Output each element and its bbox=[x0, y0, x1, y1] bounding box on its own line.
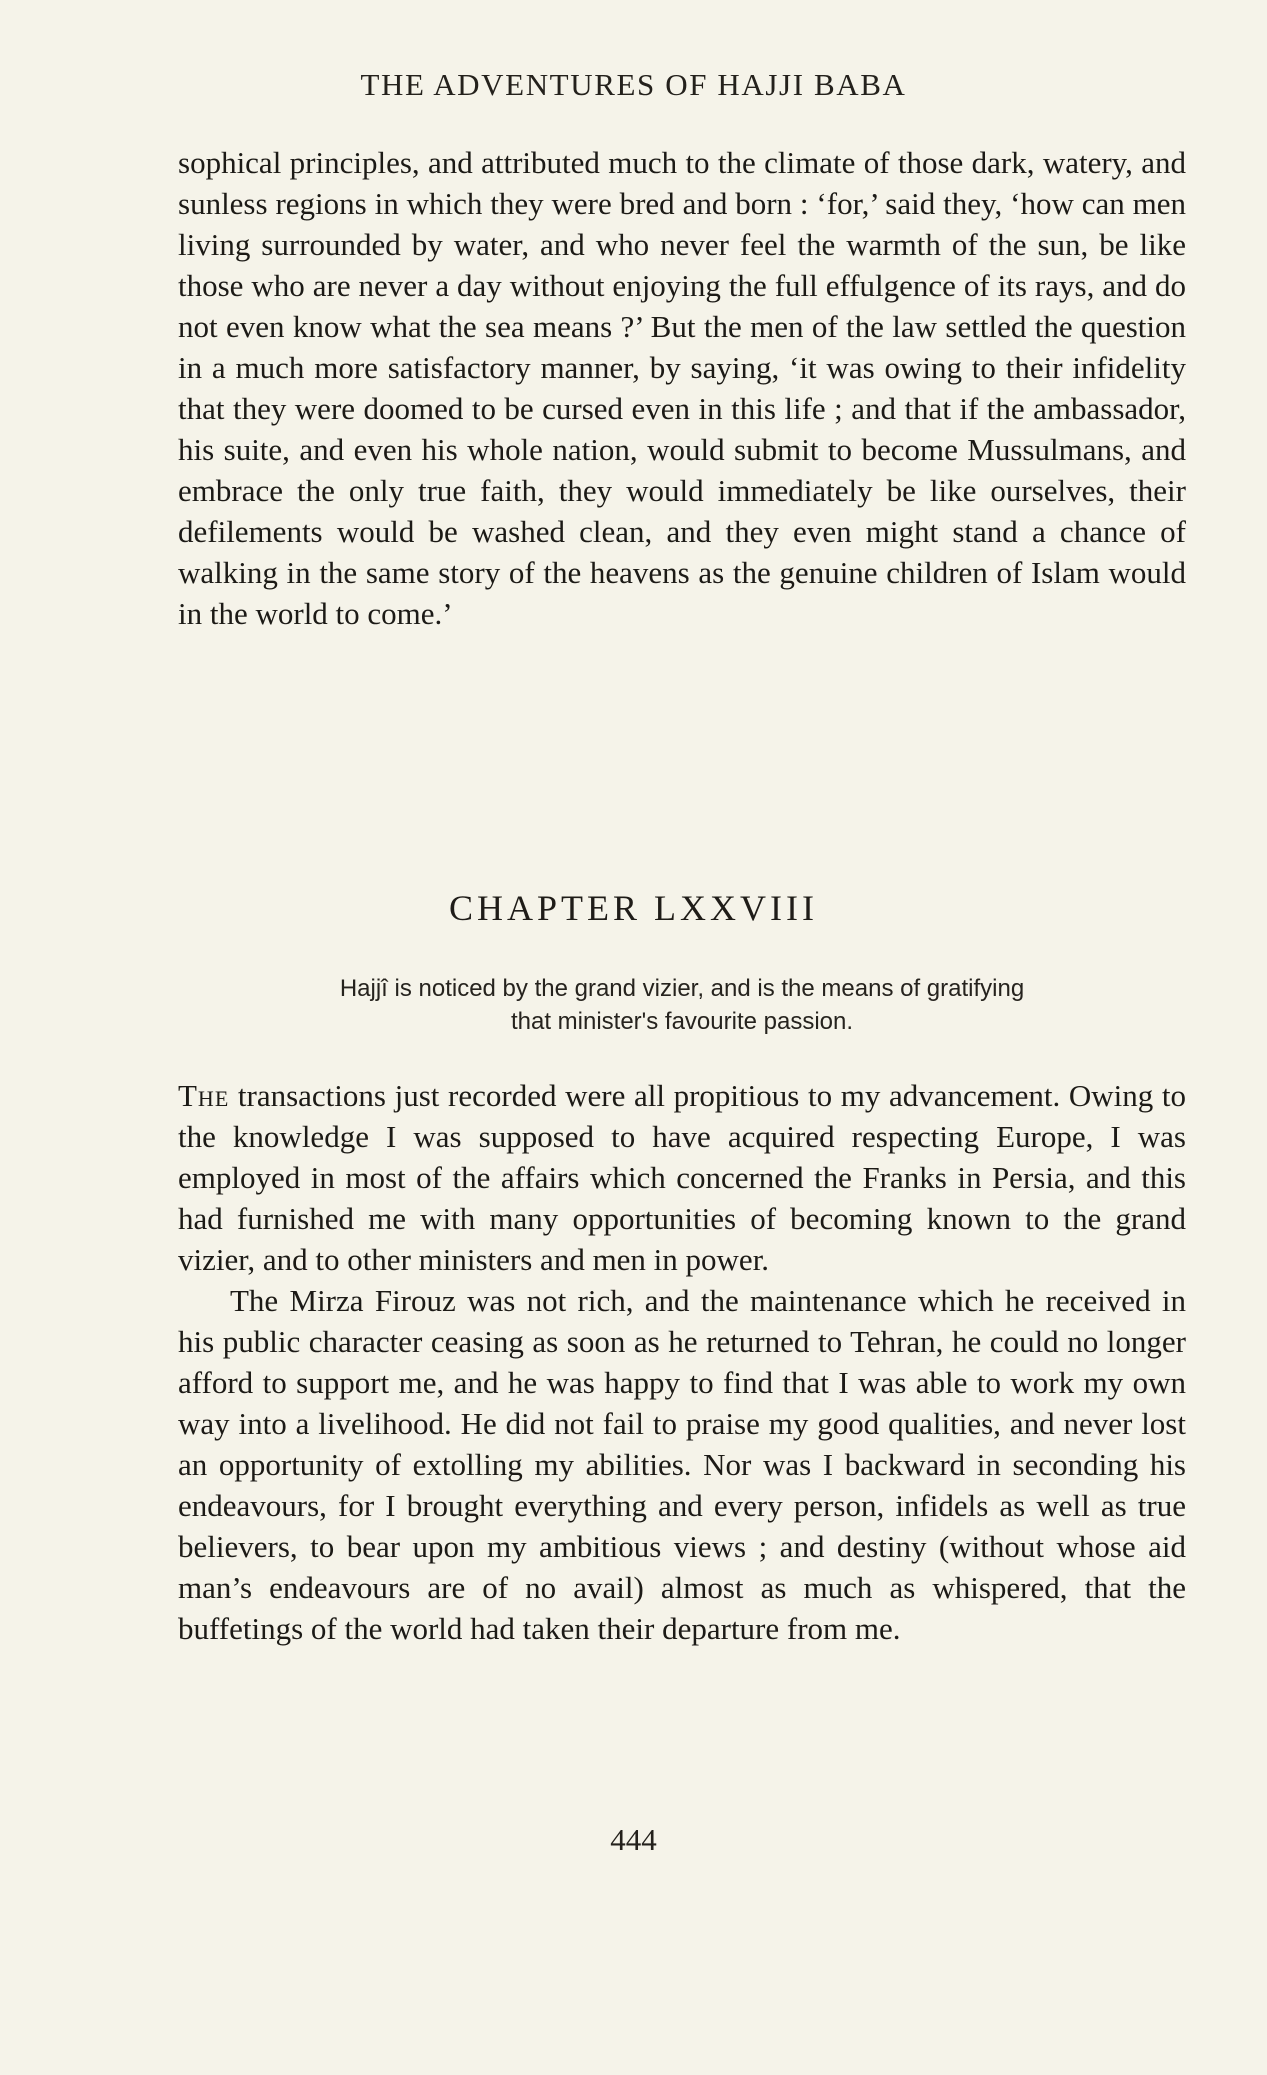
chapter-body bbox=[178, 1075, 1186, 1649]
paragraph-text: sophical principles, and attributed much to the climate of those dark, watery, and sunless regions in which they were bred and born : ‘for,’ said they, ‘how can men living surrounded by water, and who never feel the warmth of the sun, be like those who are never a day without enjoying the full effulgence of its rays, and do not even know what the sea means ?’ But the men of the law settled the question in a much more satisfactory manner, by saying, ‘it was owing to their infidelity that they were doomed to be cursed even in this life ; and that if the ambassador, his suite, and even his whole nation, would submit to become Mussulmans, and embrace the only true faith, they would immediately be like ourselves, their defilements would be washed clean, and they even might stand a chance of walking in the same story of the heavens as the genuine children of Islam would in the world to come.’ bbox=[178, 145, 1186, 631]
opening-word: The bbox=[178, 1078, 230, 1113]
chapter-title: CHAPTER LXXVIII bbox=[449, 888, 818, 928]
chapter-paragraph-1 bbox=[178, 1075, 1186, 1280]
chapter-paragraph-2: The Mirza Firouz was not rich, and the maintenance which he received in his public character ceasing as soon as he returned to Tehran, he could no longer afford to support me, and he was happy to find that I was able to work my own way into a livelihood. He did not fail to praise my good qualities, and never lost an opportunity of extolling my abilities. Nor was I backward in seconding his endeavours, for I brought everything and every person, infidels as well as true believers, to bear upon my ambitious views ; and destiny (without whose aid man’s endeavours are of no avail) almost as much as whispered, that the buffetings of the world had taken their departure from me. bbox=[178, 1283, 1186, 1646]
page-number: 444 bbox=[610, 1822, 657, 1857]
running-head: THE ADVENTURES OF HAJJI BABA bbox=[360, 67, 907, 102]
continued-paragraph bbox=[178, 142, 1186, 634]
chapter-summary-line: that minister's favourite passion. bbox=[510, 1008, 854, 1035]
chapter-summary-line: Hajjî is noticed by the grand vizier, and is the means of gratifying bbox=[339, 975, 1025, 1002]
paragraph-text: transactions just recorded were all propitious to my advancement. Owing to the knowledge I was supposed to have acquired respecting Europe, I was employed in most of the affairs which concerned the Franks in Persia, and this had furnished me with many opportunities of becoming known to the grand vizier, and to other ministers and men in power. bbox=[178, 1078, 1186, 1277]
chapter-summary bbox=[178, 972, 1186, 1038]
